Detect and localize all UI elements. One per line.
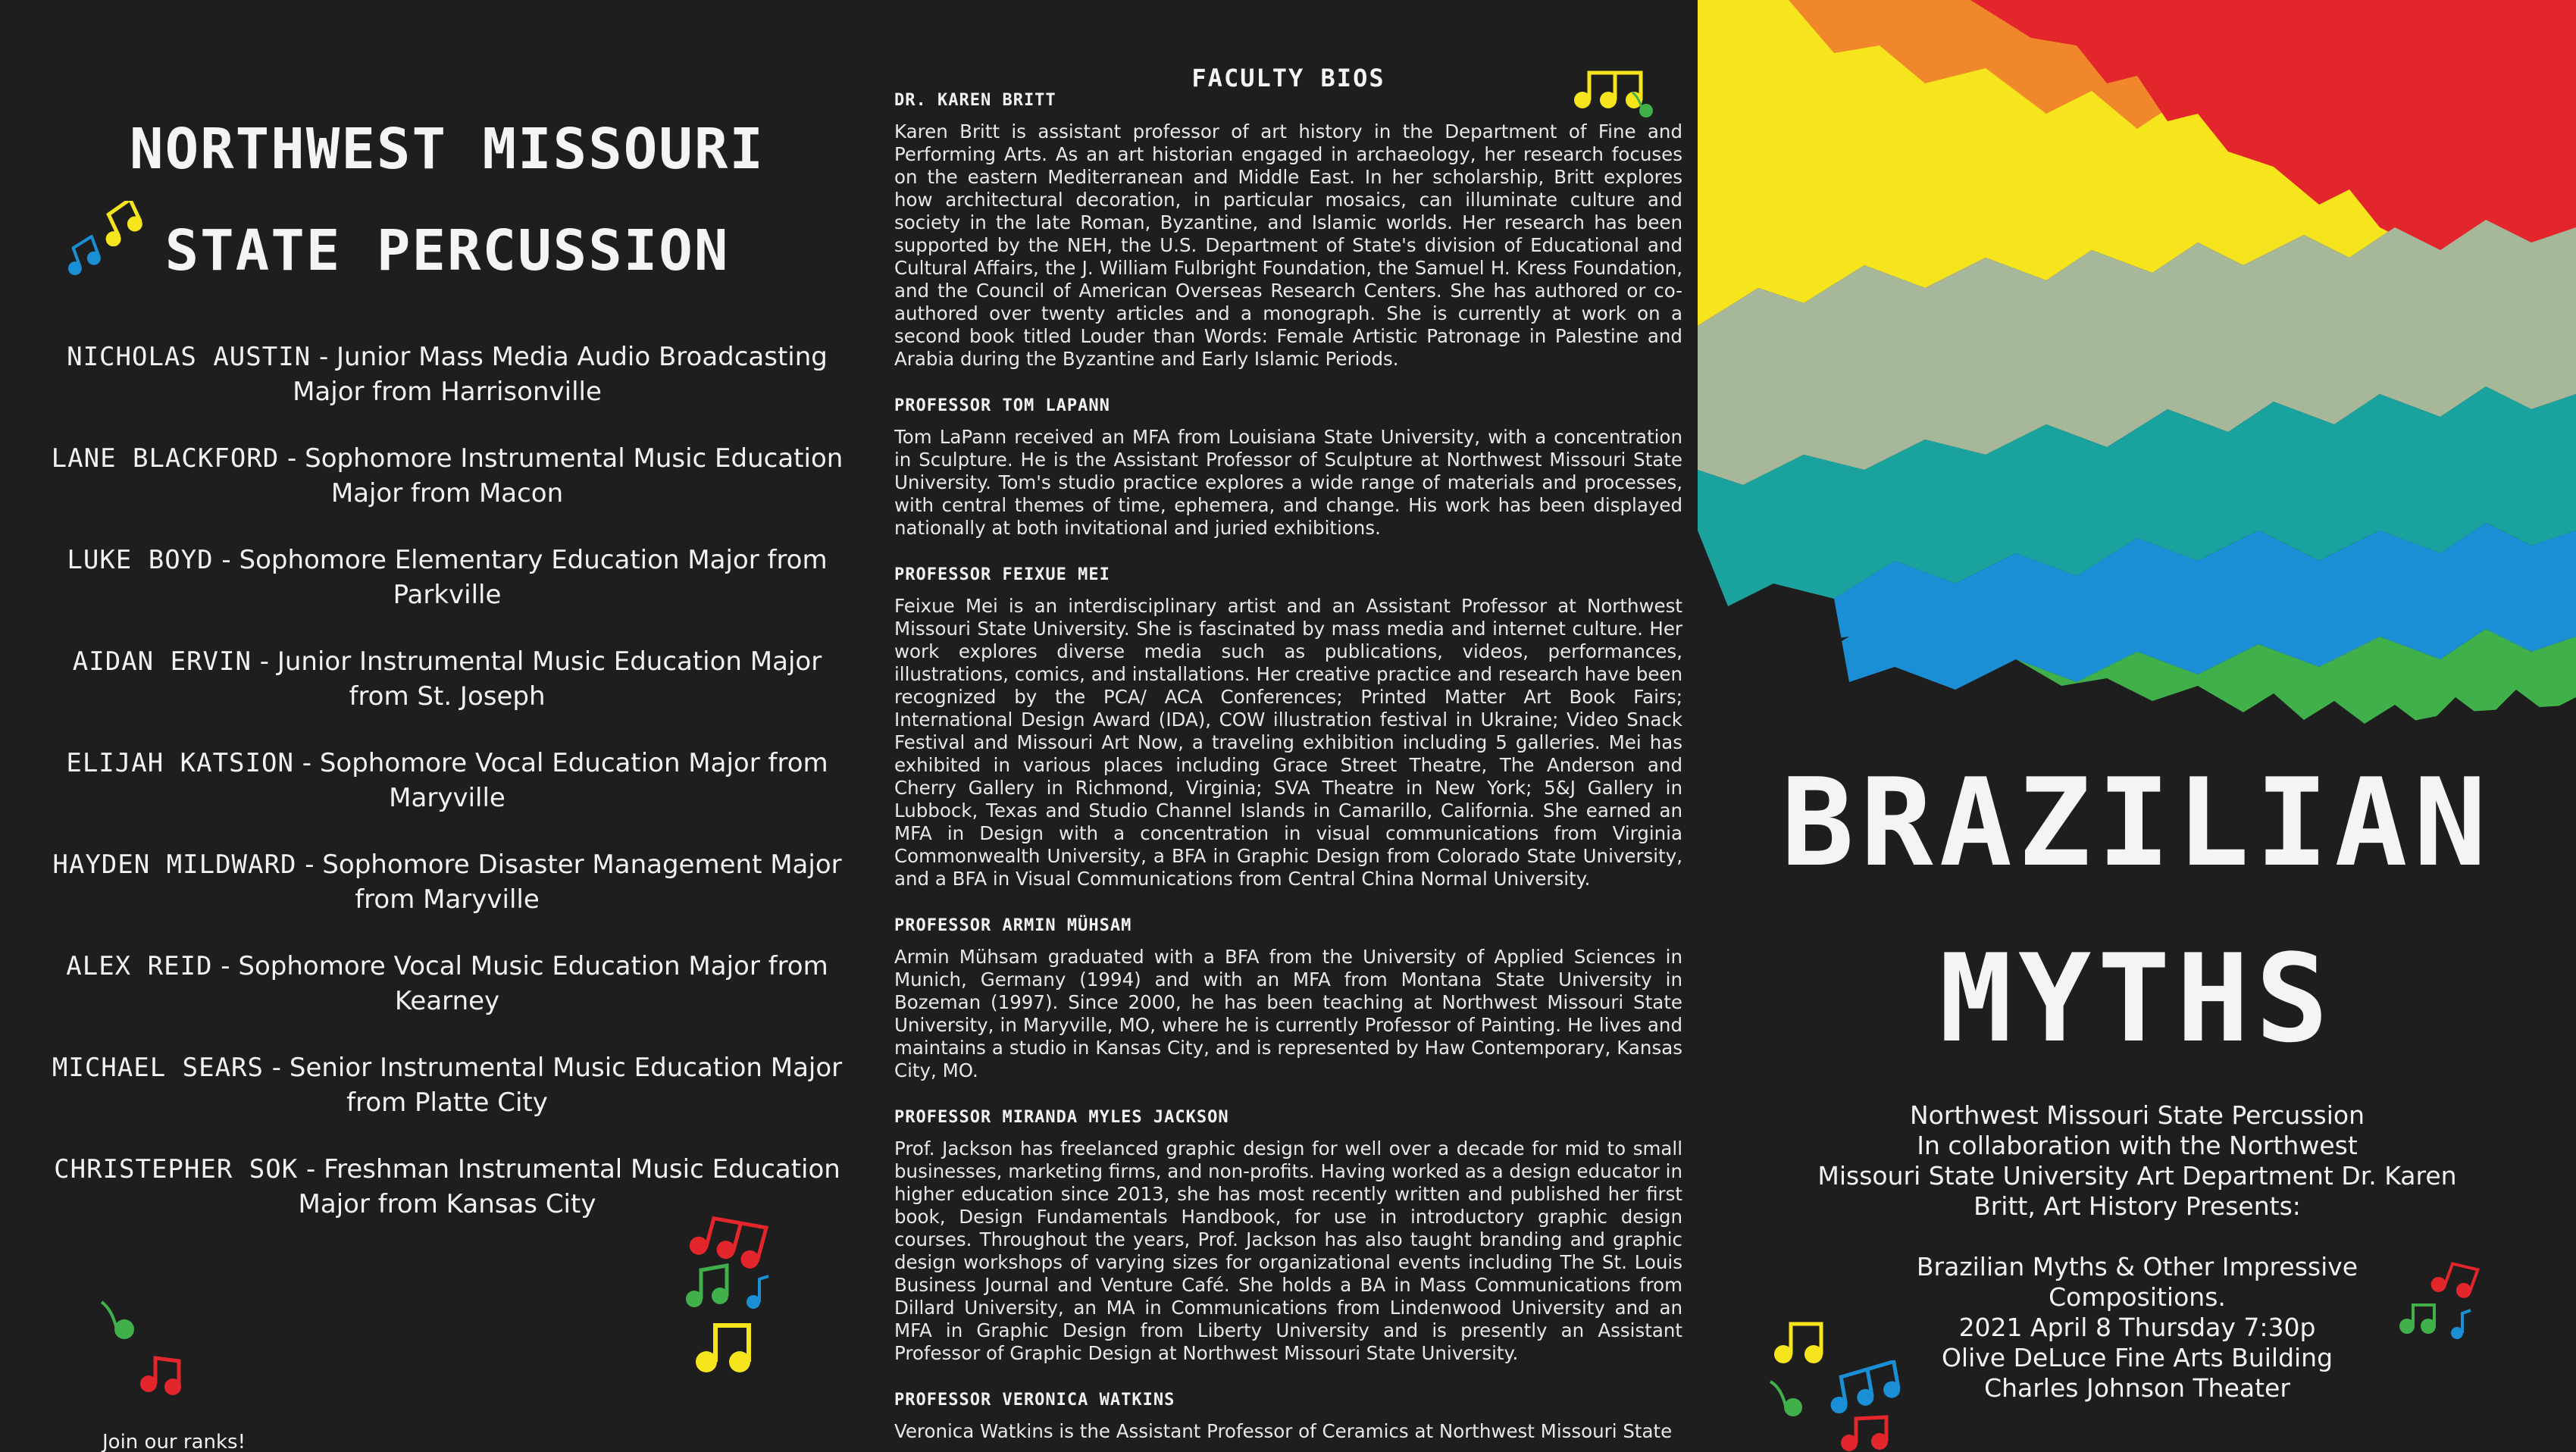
bio-name: PROFESSOR ARMIN MÜHSAM (894, 916, 1132, 935)
member-entry (45, 847, 849, 917)
member-entry (45, 340, 849, 409)
member-entry (45, 543, 849, 612)
music-note-icon (1770, 1315, 1830, 1368)
bio-entry (894, 1391, 1682, 1443)
member-description: - Sophomore Vocal Education Major from Maryville (293, 748, 828, 813)
event-panel (1698, 0, 2576, 1452)
music-note-icon (681, 1258, 734, 1311)
member-description: - Sophomore Disaster Management Major from Maryville (296, 850, 842, 915)
bio-text: Veronica Watkins is the Assistant Professor of Ceramics at Northwest Missouri State (894, 1420, 1673, 1442)
bios-list (894, 91, 1682, 1452)
bio-text: Armin Mühsam graduated with a BFA from the University of Applied Sciences in Munich, Germany (1994) and with an MFA from Montana State University in Bozeman (1997). Since 2000, he has been teaching at Northwest Missouri State University, in Maryville, MO, where he is currently Professor of Painting. He lives and maintains a studio in Kansas City, and is represented by Haw Contemporary, Kansas City, MO. (894, 946, 1682, 1081)
bio-name: DR. KAREN BRITT (894, 91, 1056, 110)
music-note-icon (59, 235, 105, 277)
music-note-icon (135, 1347, 188, 1400)
member-entry (45, 746, 849, 815)
member-name: ALEX REID (66, 951, 213, 981)
member-name: CHRISTEPHER SOK (54, 1154, 299, 1184)
info-line: Missouri State University Art Department Dr. Karen (1817, 1161, 2457, 1191)
music-note-icon (1834, 1410, 1902, 1452)
info-line: 2021 April 8 Thursday 7:30p (1958, 1313, 2316, 1342)
bio-text: Tom LaPann received an MFA from Louisiana State University, with a concentration in Sculpture. He is the Assistant Professor of Sculpture at Northwest Missouri State University. Tom's studio practice explores a wide range of materials and processes, with central themes of time, ephemera, and change. His work has been displayed nationally at both invitational and juried exhibitions. (894, 426, 1682, 539)
join-text: Join our ranks! (102, 1431, 246, 1452)
info-line: Brazilian Myths & Other Impressive (1916, 1252, 2358, 1281)
ensemble-title (0, 99, 894, 302)
info-line: Britt, Art History Presents: (1973, 1191, 2301, 1221)
faculty-bios-title: FACULTY BIOS (1191, 64, 1385, 92)
paint-splash-graphic (1698, 0, 2576, 728)
bio-entry (894, 565, 1682, 890)
member-entry (45, 441, 849, 511)
event-info (1751, 1100, 2524, 1403)
music-note-icon (2395, 1296, 2440, 1338)
bio-text: Karen Britt is assistant professor of art history in the Department of Fine and Performing Arts. As an art historian engaged in archaeology, her research focuses on the eastern Mediterranean and Middle East. In her scholarship, Britt explores how architectural decoration, in particular mosaics, can illuminate culture and society in the late Roman, Byzantine, and Islamic worlds. Her research has been supported by the NEH, the U.S. Department of State's division of Educational and Cultural Affairs, the J. William Fulbright Foundation, the Samuel H. Kress Foundation, and the Council of American Overseas Research Centers. She has authored or co-authored over twenty articles and a monograph. She is currently at work on a second book titled Louder than Words: Female Artistic Patronage in Palestine and Arabia during the Byzantine and Early Islamic Periods. (894, 120, 1682, 370)
event-title (1698, 735, 2576, 1087)
event-title-line-1: BRAZILIAN (1781, 752, 2493, 893)
music-note-icon (97, 1296, 142, 1341)
member-description: - Junior Mass Media Audio Broadcasting Major from Harrisonville (293, 342, 828, 407)
music-note-icon (2448, 1307, 2475, 1341)
bio-name: PROFESSOR FEIXUE MEI (894, 565, 1110, 584)
info-line: Charles Johnson Theater (1984, 1373, 2290, 1403)
bio-text: Feixue Mei is an interdisciplinary artist and an Assistant Professor at Northwest Missouri State University. She is fascinated by mass media and internet culture. Her work explores diverse media such as publications, videos, performances, illustrations, comics, and installations. Her creative practice and research have been recognized by the PCA/ ACA Conferences; Printed Matter Art Book Fairs; International Design Award (IDA), COW illustration festival in Ukraine; Video Snack Festival and Missouri Art Now, a traveling exhibition including 5 galleries. Mei has exhibited in various places including Grace Street Theatre, The Anderson and Cherry Gallery in Richmond, Virginia; SVA Theatre in New York; 5&J Gallery in Lubbock, Texas and Studio Channel Islands in Camarillo, California. She earned an MFA in Design with a concentration in visual communications from Virginia Commonwealth University, a BFA in Graphic Design from Colorado State University, and a BFA in Visual Communications from Central China Normal University. (894, 595, 1682, 890)
music-note-icon (1823, 1360, 1914, 1413)
bio-entry (894, 1108, 1682, 1365)
info-line: Compositions. (2049, 1282, 2226, 1312)
member-description: - Sophomore Vocal Music Education Major from Kearney (212, 951, 828, 1016)
title-line-1: NORTHWEST MISSOURI (130, 117, 765, 182)
member-name: NICHOLAS AUSTIN (67, 342, 311, 372)
member-name: AIDAN ERVIN (72, 646, 252, 677)
faculty-bios-panel (894, 0, 1698, 1452)
member-name: ELIJAH KATSION (66, 748, 294, 778)
member-name: LANE BLACKFORD (51, 443, 280, 474)
bio-entry (894, 91, 1682, 371)
bio-name: PROFESSOR MIRANDA MYLES JACKSON (894, 1108, 1229, 1127)
member-entry (45, 1050, 849, 1120)
music-note-icon (743, 1273, 773, 1311)
member-name: MICHAEL SEARS (52, 1053, 264, 1083)
music-note-icon (1767, 1375, 1813, 1421)
member-entry (45, 949, 849, 1019)
bio-text: Prof. Jackson has freelanced graphic design for well over a decade for mid to small businesses, marketing firms, and non-profits. Having worked as a design educator in higher education since 2013, she has most recently written and published her first book, Design Fundamentals Handbook, for use in introductory graphic design courses. Throughout the years, Prof. Jackson has also taught branding and graphic design workshops of varying sizes for organizational events including The St. Louis Business Journal and Venture Café. She holds a BA in Mass Communications from Dillard University, an MA in Communications from Lindenwood University and an MFA in Graphic Design from Liberty University and is presently an Assistant Professor of Graphic Design at Northwest Missouri State University. (894, 1138, 1682, 1364)
member-description: - Sophomore Elementary Education Major from Parkville (213, 545, 828, 610)
info-line: Olive DeLuce Fine Arts Building (1941, 1343, 2333, 1372)
bio-name: PROFESSOR VERONICA WATKINS (894, 1391, 1175, 1410)
bio-name: PROFESSOR TOM LAPANN (894, 396, 1110, 415)
bio-entry (894, 396, 1682, 540)
music-note-icon (690, 1315, 758, 1375)
event-title-line-2: MYTHS (1939, 928, 2335, 1069)
info-spacer (1751, 1222, 2524, 1252)
info-line: Northwest Missouri State Percussion (1910, 1100, 2365, 1130)
title-line-2: STATE PERCUSSION (164, 218, 730, 283)
member-description: - Junior Instrumental Music Education Major from St. Joseph (251, 646, 822, 712)
member-description: - Sophomore Instrumental Music Education Major from Macon (279, 443, 844, 509)
member-roster (45, 340, 849, 1253)
bio-entry (894, 916, 1682, 1082)
member-description: - Senior Instrumental Music Education Major from Platte City (263, 1053, 843, 1118)
member-name: HAYDEN MILDWARD (52, 850, 297, 880)
info-line: In collaboration with the Northwest (1917, 1131, 2358, 1160)
member-name: LUKE BOYD (67, 545, 214, 575)
member-description: - Freshman Instrumental Music Education Major from Kansas City (298, 1154, 840, 1219)
roster-panel (0, 0, 894, 1452)
member-entry (45, 644, 849, 714)
